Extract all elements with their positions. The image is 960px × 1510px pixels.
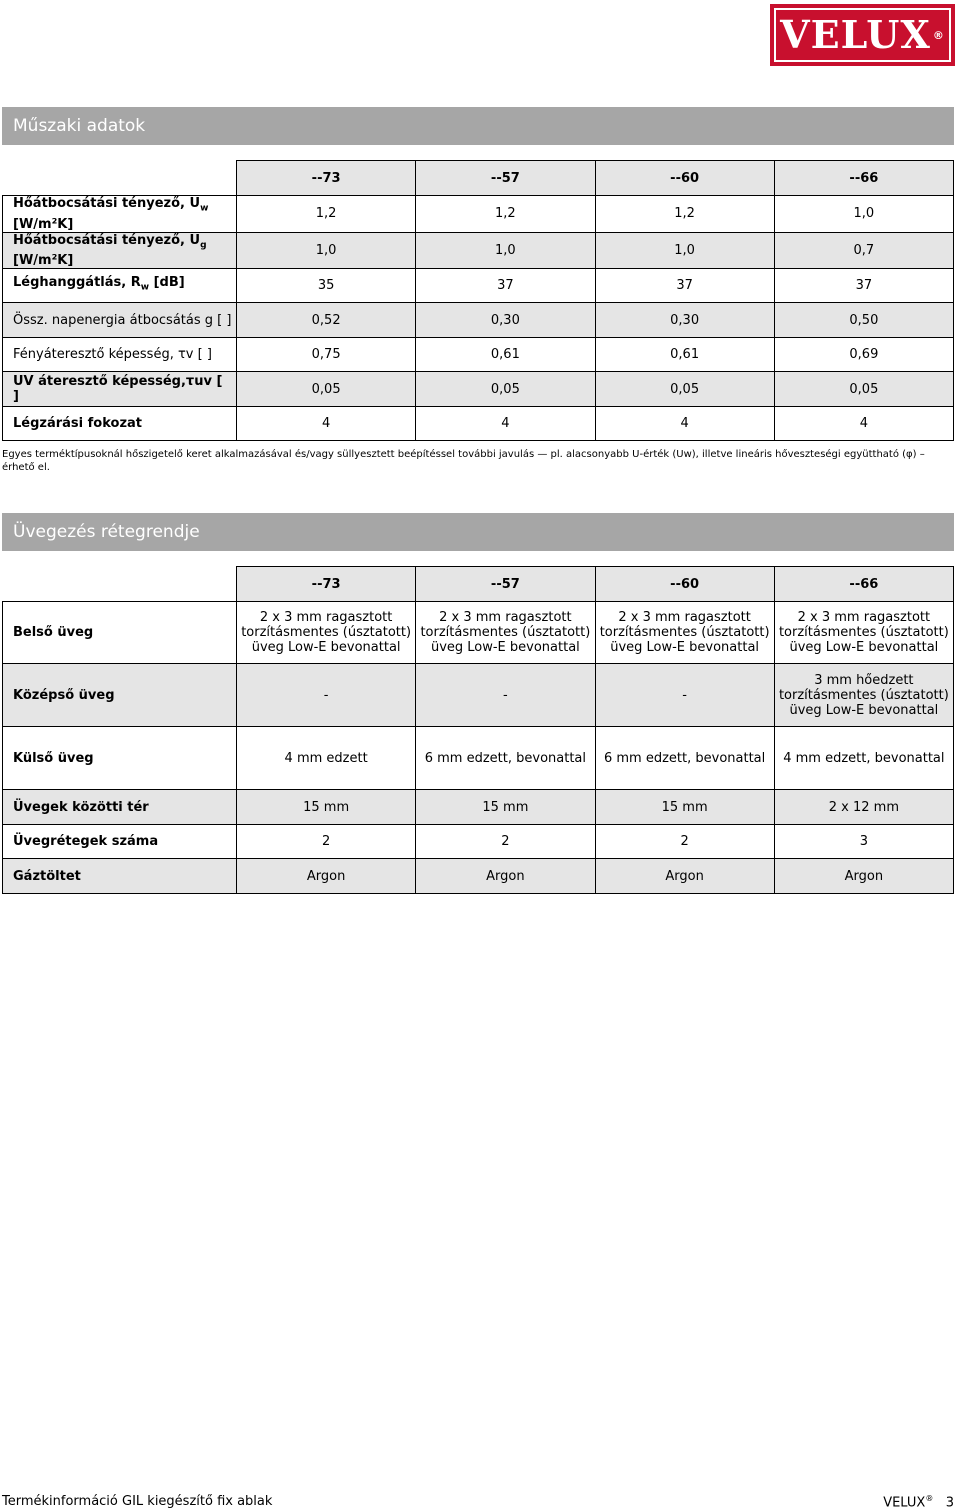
- table-cell: 15 mm: [595, 790, 774, 825]
- table-cell: -: [595, 664, 774, 727]
- table-cell: 0,7: [774, 232, 953, 269]
- row-label-uw: Hőátbocsátási tényező, $U_w$ [W/m²K]: [3, 196, 237, 233]
- table-cell: -: [416, 664, 595, 727]
- table-cell: 4: [595, 407, 774, 441]
- table-cell: 2 x 3 mm ragasztott torzításmentes (úsztatott) üveg Low-E bevonattal: [416, 602, 595, 664]
- table-cell: 0,30: [595, 303, 774, 338]
- table-row: [3, 372, 954, 407]
- table-cell: 0,05: [774, 372, 953, 407]
- row-label-gap: Üvegek közötti tér: [3, 790, 237, 825]
- logo-text: VELUX: [780, 12, 931, 57]
- velux-logo-frame: [774, 8, 951, 62]
- table-cell: 0,69: [774, 338, 953, 372]
- table-cell: 0,05: [595, 372, 774, 407]
- glazing-col-header: --66: [774, 567, 953, 602]
- footnote: Egyes terméktípusoknál hőszigetelő keret alkalmazásával és/vagy süllyesztett beépítéssel további javulás — pl. alacsonyabb U-érték (Uw), illetve lineáris hőveszteségi együttható (φ) – érhető el.: [2, 449, 925, 473]
- table-cell: 2 x 3 mm ragasztott torzításmentes (úsztatott) üveg Low-E bevonattal: [595, 602, 774, 664]
- table-cell: 1,2: [416, 196, 595, 233]
- logo-registered-mark: ®: [932, 28, 945, 42]
- glazing-col-header: --60: [595, 567, 774, 602]
- table-cell: 6 mm edzett, bevonattal: [595, 727, 774, 790]
- glazing-col-header: --57: [416, 567, 595, 602]
- glazing-header-row: [3, 567, 954, 602]
- table-cell: Argon: [416, 859, 595, 894]
- tech-col-header: --73: [237, 161, 416, 196]
- table-row: [3, 859, 954, 894]
- table-cell: 0,50: [774, 303, 953, 338]
- table-cell: 6 mm edzett, bevonattal: [416, 727, 595, 790]
- table-cell: 0,61: [416, 338, 595, 372]
- table-cell: 1,0: [416, 232, 595, 269]
- table-cell: 2: [595, 825, 774, 859]
- section-header-tech: [2, 107, 954, 145]
- row-label-airtight: Légzárási fokozat: [3, 407, 237, 441]
- table-cell: 0,05: [416, 372, 595, 407]
- table-cell: 37: [595, 269, 774, 303]
- table-cell: 15 mm: [416, 790, 595, 825]
- table-cell: 0,61: [595, 338, 774, 372]
- table-cell: 4 mm edzett: [237, 727, 416, 790]
- table-cell: 1,2: [595, 196, 774, 233]
- table-cell: 1,2: [237, 196, 416, 233]
- table-cell: 2: [416, 825, 595, 859]
- table-cell: Argon: [237, 859, 416, 894]
- row-label-outer-glass: Külső üveg: [3, 727, 237, 790]
- table-cell: 0,52: [237, 303, 416, 338]
- table-row: [3, 664, 954, 727]
- table-row: [3, 602, 954, 664]
- table-cell: 37: [774, 269, 953, 303]
- table-row: [3, 232, 954, 269]
- table-cell: 1,0: [774, 196, 953, 233]
- row-label-gas: Gáztöltet: [3, 859, 237, 894]
- table-row: [3, 338, 954, 372]
- table-cell: 4: [416, 407, 595, 441]
- tech-header-blank: [3, 161, 237, 196]
- row-label-tuv: UV áteresztő képesség,τuv [ ]: [3, 372, 237, 407]
- table-row: [3, 196, 954, 233]
- section-title-glazing: Üvegezés rétegrendje: [13, 522, 200, 542]
- row-label-middle-glass: Középső üveg: [3, 664, 237, 727]
- velux-logo: [770, 4, 955, 66]
- table-cell: 2 x 12 mm: [774, 790, 953, 825]
- glazing-header-blank: [3, 567, 237, 602]
- tech-col-header: --66: [774, 161, 953, 196]
- table-cell: 4 mm edzett, bevonattal: [774, 727, 953, 790]
- row-label-g: Össz. napenergia átbocsátás g [ ]: [3, 303, 237, 338]
- row-label-inner-glass: Belső üveg: [3, 602, 237, 664]
- table-cell: 3: [774, 825, 953, 859]
- row-label-ug: Hőátbocsátási tényező, $U_g$ [W/m²K]: [3, 232, 237, 269]
- table-cell: 15 mm: [237, 790, 416, 825]
- table-cell: 1,0: [237, 232, 416, 269]
- table-cell: -: [237, 664, 416, 727]
- table-cell: Argon: [774, 859, 953, 894]
- table-cell: Argon: [595, 859, 774, 894]
- table-cell: 37: [416, 269, 595, 303]
- table-cell: 2 x 3 mm ragasztott torzításmentes (úsztatott) üveg Low-E bevonattal: [237, 602, 416, 664]
- footer-brand: VELUX: [883, 1495, 926, 1510]
- table-cell: 1,0: [595, 232, 774, 269]
- table-cell: 2: [237, 825, 416, 859]
- tech-data-table: [2, 160, 954, 441]
- table-row: [3, 269, 954, 303]
- table-row: [3, 727, 954, 790]
- table-cell: 0,75: [237, 338, 416, 372]
- table-cell: 4: [774, 407, 953, 441]
- section-header-glazing: [2, 513, 954, 551]
- table-cell: 4: [237, 407, 416, 441]
- tech-col-header: --60: [595, 161, 774, 196]
- footer-registered-mark: ®: [925, 1494, 934, 1503]
- table-row: [3, 303, 954, 338]
- table-row: [3, 790, 954, 825]
- table-cell: 0,30: [416, 303, 595, 338]
- table-row: [3, 407, 954, 441]
- glazing-table: [2, 566, 954, 894]
- table-row: [3, 825, 954, 859]
- row-label-layers: Üvegrétegek száma: [3, 825, 237, 859]
- table-cell: 3 mm hőedzett torzításmentes (úsztatott) üveg Low-E bevonattal: [774, 664, 953, 727]
- section-title-tech: Műszaki adatok: [13, 116, 146, 136]
- tech-col-header: --57: [416, 161, 595, 196]
- row-label-rw: Léghanggátlás, $R_w$ [dB]: [3, 269, 237, 303]
- table-cell: 0,05: [237, 372, 416, 407]
- table-cell: 35: [237, 269, 416, 303]
- footer-page-info: [883, 1494, 954, 1510]
- table-cell: 2 x 3 mm ragasztott torzításmentes (úsztatott) üveg Low-E bevonattal: [774, 602, 953, 664]
- glazing-col-header: --73: [237, 567, 416, 602]
- page-number: 3: [945, 1495, 954, 1510]
- row-label-tv: Fényáteresztő képesség, τv [ ]: [3, 338, 237, 372]
- footer-product-info: Termékinformáció GIL kiegészítő fix ablak: [2, 1494, 273, 1509]
- tech-header-row: [3, 161, 954, 196]
